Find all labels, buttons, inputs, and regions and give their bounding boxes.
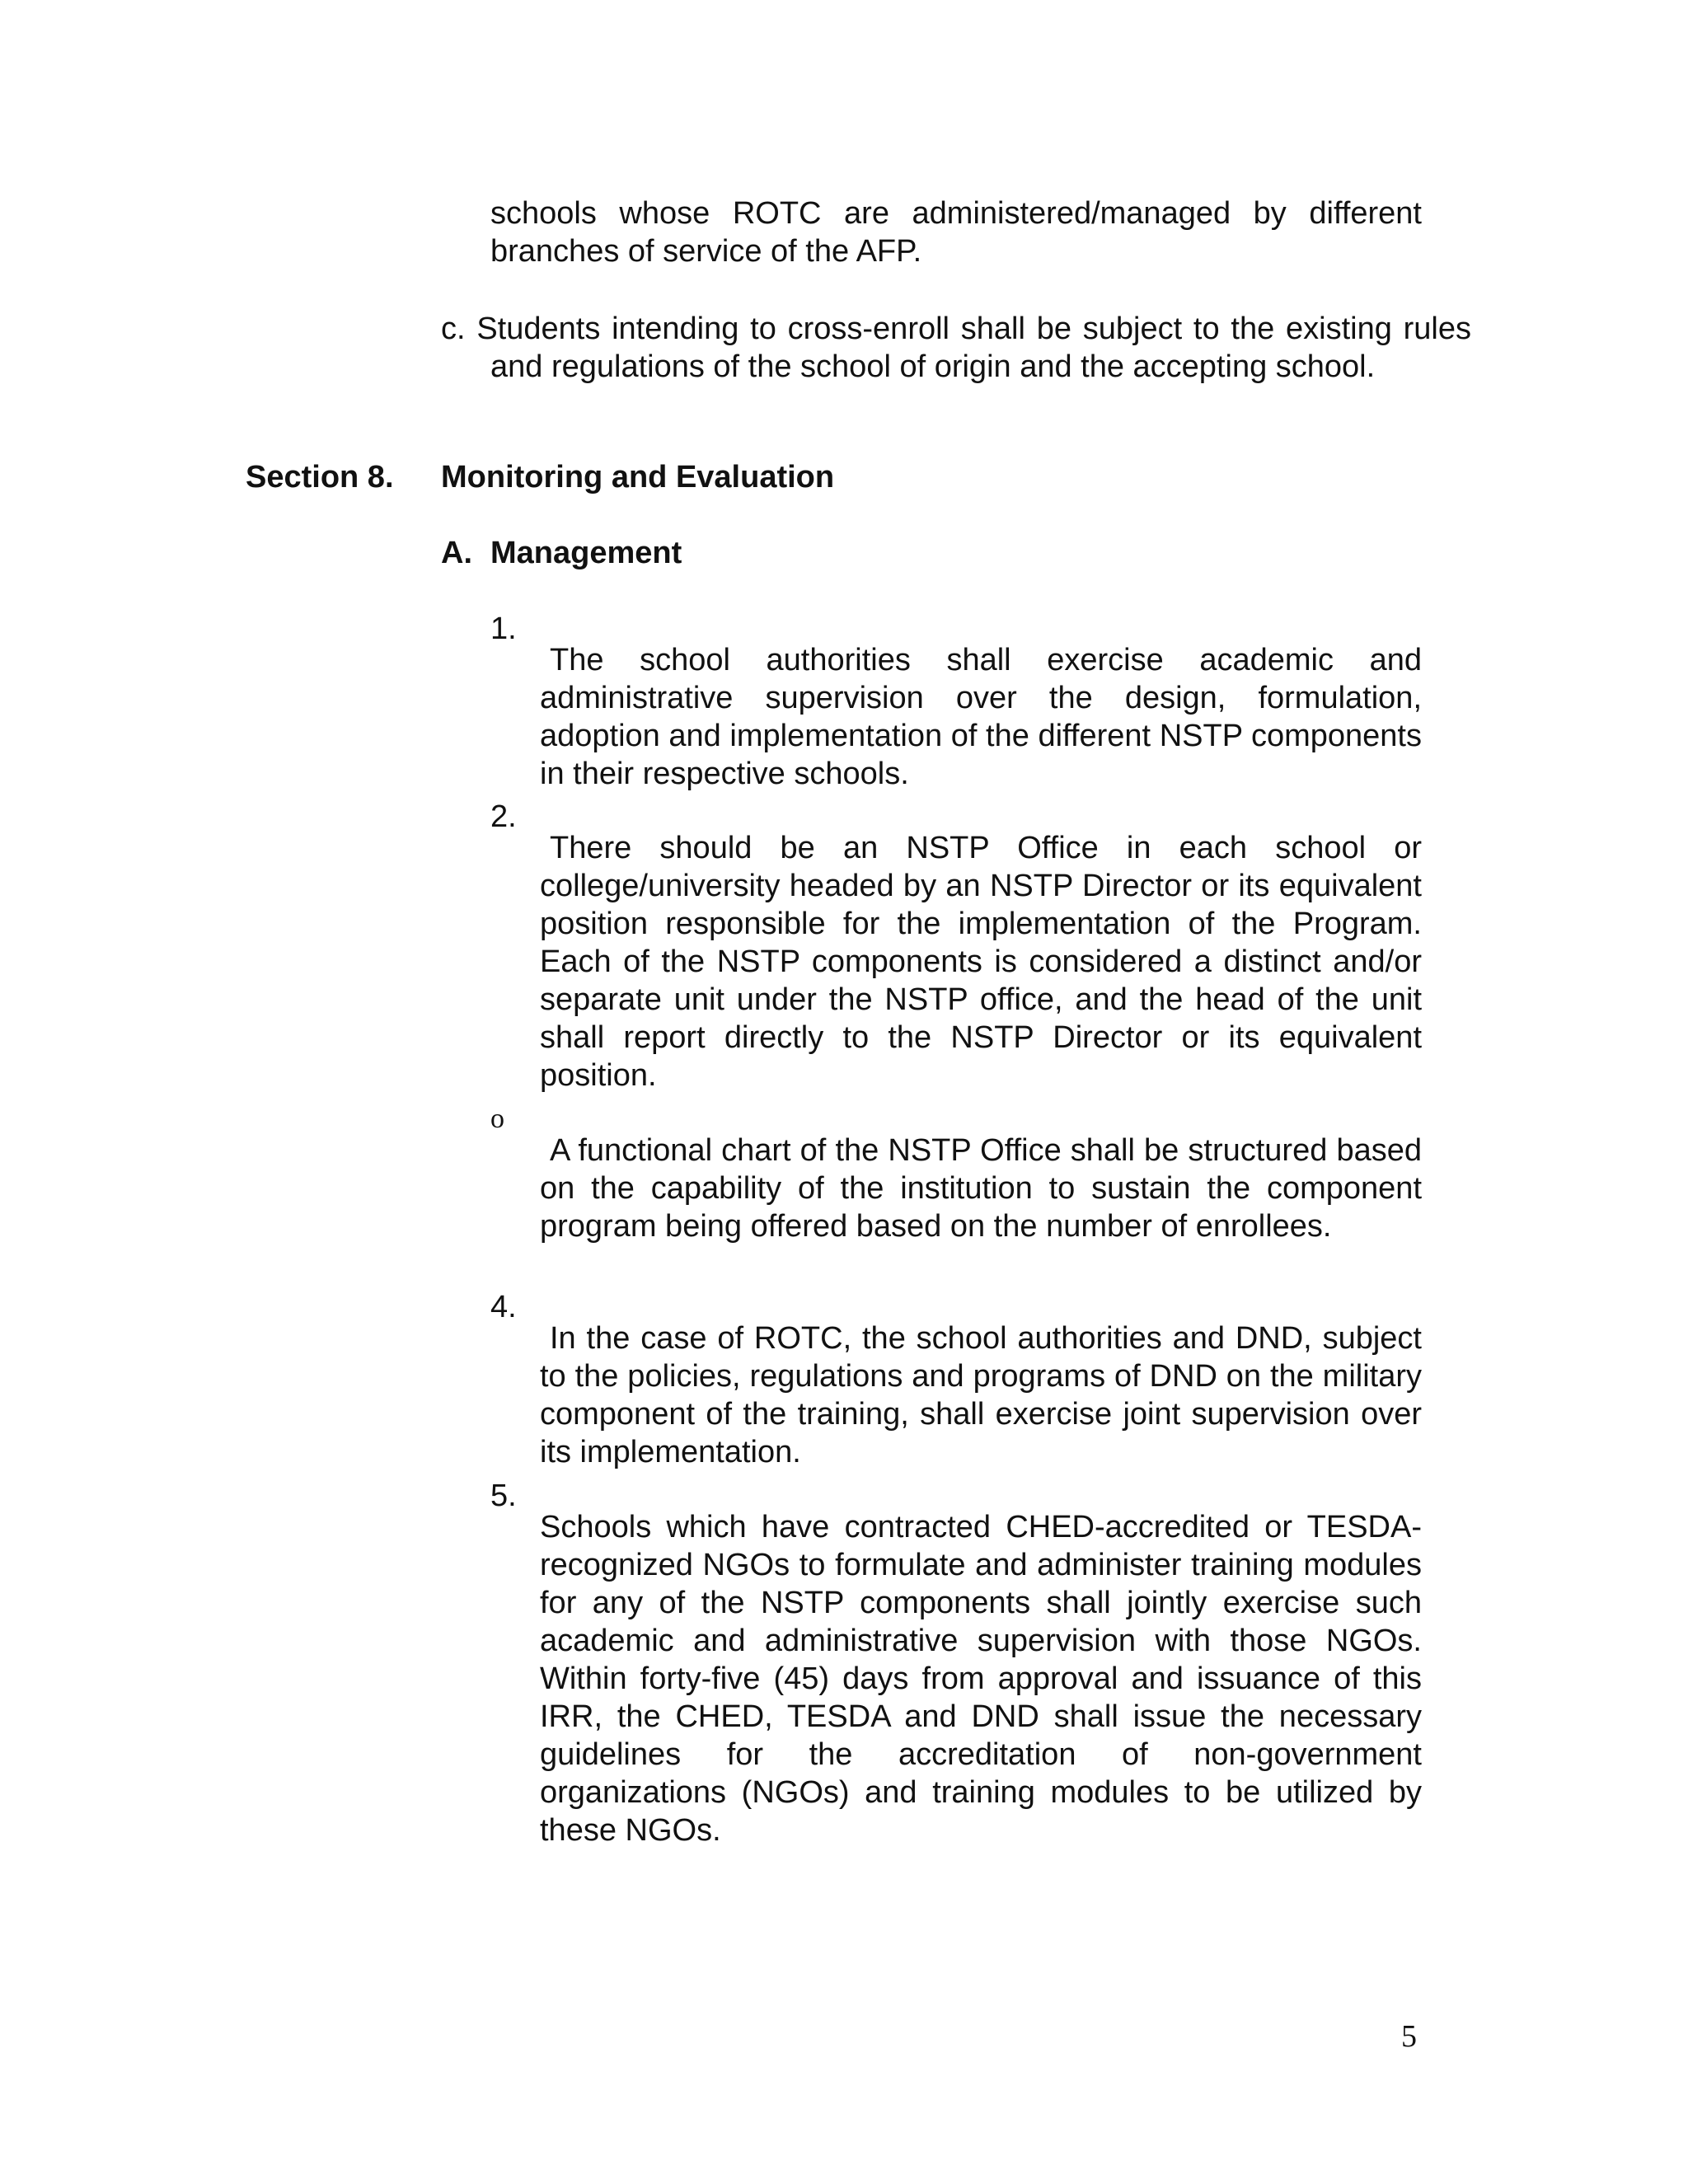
list-item-text: Schools which have contracted CHED-accredited or TESDA-recognized NGOs to formulate and administer training modules for any of the NSTP components shall jointly exercise such academic and administrative supervision with those NGOs. Within forty-five (45) days from approval and issuance of this IRR, the CHED, TESDA and DND shall issue the necessary guidelines for the accreditation of non-government organizations (NGOs) and training modules to be utilized by these NGOs. <box>540 1510 1422 1848</box>
list-item-2 <box>490 798 1422 1126</box>
list-item-text: A functional chart of the NSTP Office shall be structured based on the capability of the institution to sustain the component program being offered based on the number of enrollees. <box>540 1133 1422 1244</box>
subsection-title: Management <box>490 536 682 570</box>
list-marker: 4. <box>490 1290 517 1324</box>
list-item-c: c. Students intending to cross-enroll shall be subject to the existing rules and regulations of the school of origin and the accepting school. <box>441 312 1471 384</box>
list-bullet-marker: o <box>490 1104 504 1134</box>
list-item-1 <box>490 610 1422 824</box>
section-title: Monitoring and Evaluation <box>441 460 835 494</box>
list-item-4 <box>490 1288 1422 1502</box>
list-marker: 1. <box>490 612 517 646</box>
page-number: 5 <box>1401 2019 1417 2054</box>
section-number: Section 8. <box>246 460 394 494</box>
subsection-heading <box>441 534 682 572</box>
list-marker: 5. <box>490 1479 517 1513</box>
list-item-text: There should be an NSTP Office in each school or college/university headed by an NSTP Director or its equivalent position responsible for the implementation of the Program. Each of the NSTP components is considered a distinct and/or separate unit under the NSTP office, and the head of the unit shall report directly to the NSTP Director or its equivalent position. <box>540 831 1422 1093</box>
list-item-text: The school authorities shall exercise academic and administrative supervision over the design, formulation, adoption and implementation of the different NSTP components in their respective schools. <box>540 643 1422 791</box>
continuation-paragraph: schools whose ROTC are administered/managed by different branches of service of the AFP. <box>490 196 1422 269</box>
list-item-5 <box>490 1477 1422 1881</box>
list-item-bullet <box>490 1100 1422 1277</box>
subsection-letter: A. <box>441 536 472 570</box>
list-item-text: In the case of ROTC, the school authorities and DND, subject to the policies, regulations and programs of DND on the military component of the training, shall exercise joint supervision over its implementation. <box>540 1321 1422 1469</box>
list-marker: 2. <box>490 799 517 834</box>
